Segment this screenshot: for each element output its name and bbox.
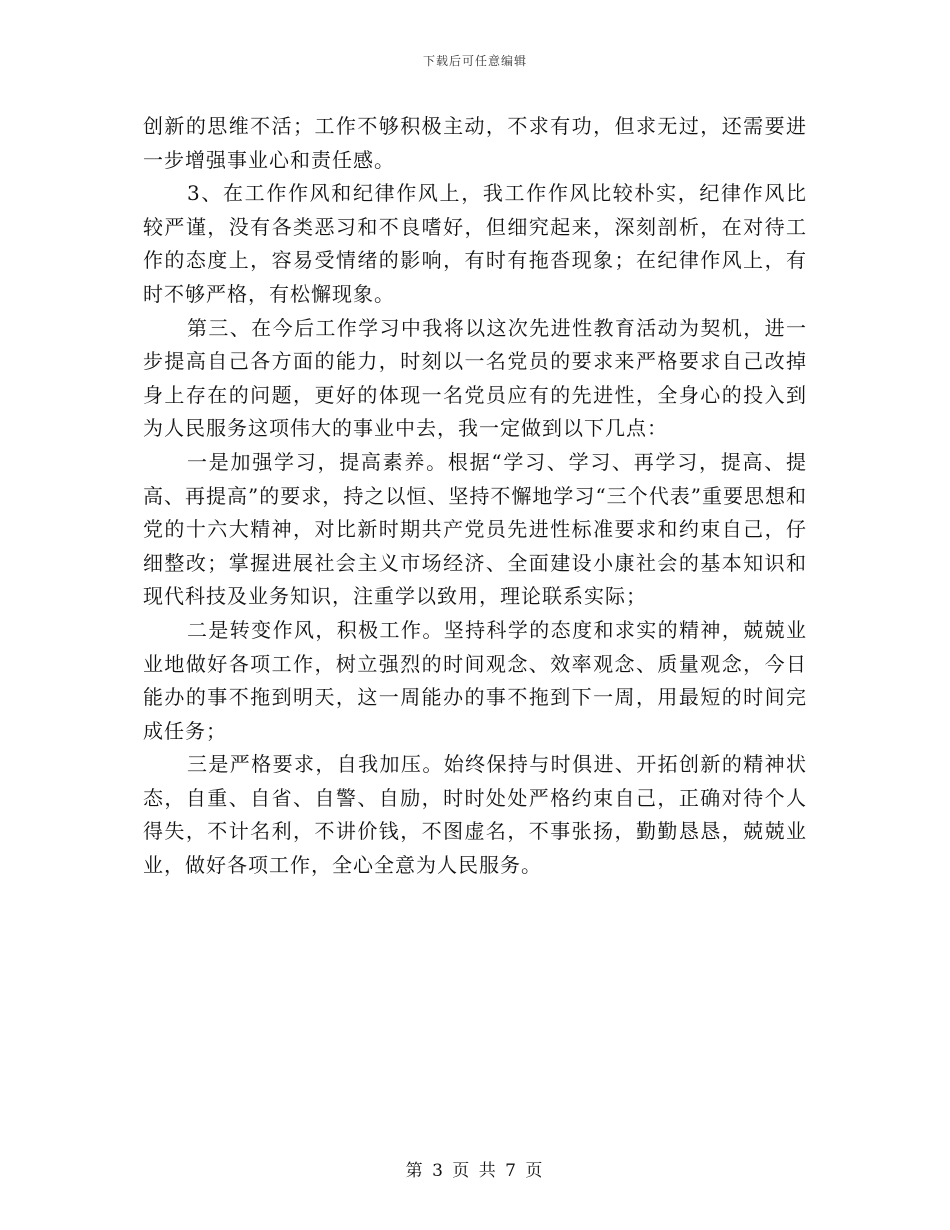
paragraph: 3、在工作作风和纪律作风上，我工作作风比较朴实，纪律作风比较严谨，没有各类恶习和不良嗜好，但细究起来，深刻剖析，在对待工作的态度上，容易受情绪的影响，有时有拖沓现象；在纪律作风上，有时不够严格，有松懈现象。 [143,181,807,306]
paragraph: 三是严格要求，自我加压。始终保持与时俱进、开拓创新的精神状态，自重、自省、自警、自励，时时处处严格约束自己，正确对待个人得失，不计名利，不讲价钱，不图虚名，不事张扬，勤勤恳恳，兢兢业业，做好各项工作，全心全意为人民服务。 [143,752,807,878]
paragraph: 二是转变作风，积极工作。坚持科学的态度和求实的精神，兢兢业业地做好各项工作，树立强烈的时间观念、效率观念、质量观念，今日能办的事不拖到明天，这一周能办的事不拖到下一周，用最短的时间完成任务； [143,617,807,743]
page-footer: 第 3 页 共 7 页 [405,1161,545,1181]
page-header: 下载后可任意编辑 [422,54,527,68]
paragraph: 创新的思维不活；工作不够积极主动，不求有功，但求无过，还需要进一步增强事业心和责任感。 [143,114,807,172]
paragraph: 第三、在今后工作学习中我将以这次先进性教育活动为契机，进一步提高自己各方面的能力，时刻以一名党员的要求来严格要求自己改掉身上存在的问题，更好的体现一名党员应有的先进性，全身心的投入到为人民服务这项伟大的事业中去，我一定做到以下几点： [143,315,807,441]
document-body [143,110,807,883]
paragraph: 一是加强学习，提高素养。根据“学习、学习、再学习，提高、提高、再提高”的要求，持之以恒、坚持不懈地学习“三个代表”重要思想和党的十六大精神，对比新时期共产党员先进性标准要求和约束自己，仔细整改；掌握进展社会主义市场经济、全面建设小康社会的基本知识和现代科技及业务知识，注重学以致用，理论联系实际； [143,449,807,609]
